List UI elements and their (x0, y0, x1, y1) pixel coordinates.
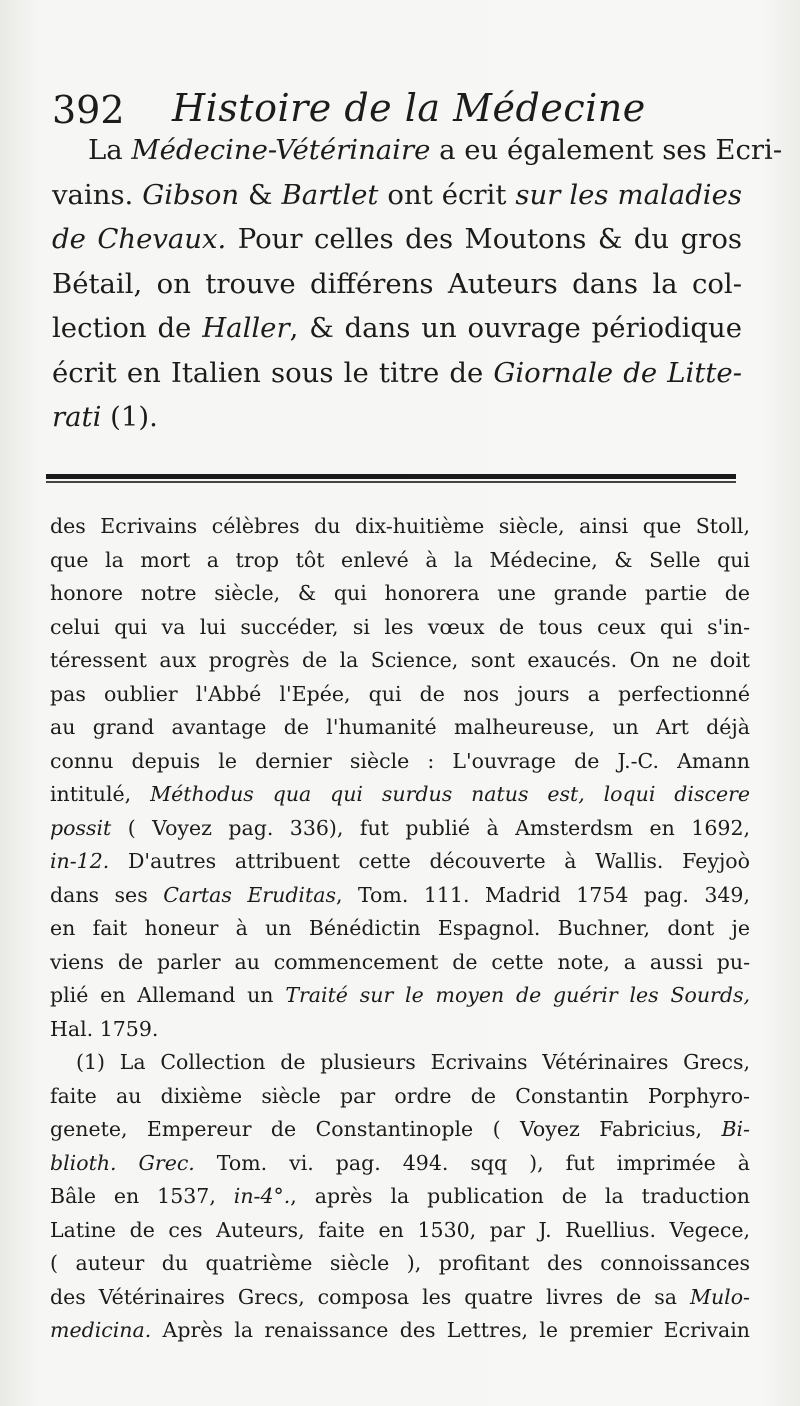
footnote-line (50, 1147, 750, 1181)
footnote-line (50, 1247, 750, 1281)
main-text-line (52, 128, 783, 173)
footnote-line (50, 577, 750, 611)
main-text-line (52, 306, 742, 351)
italic-run: in-12. (50, 849, 110, 873)
footnote-line (50, 644, 750, 678)
italic-run: possit (50, 815, 112, 840)
italic-run: Bi- (721, 1117, 750, 1141)
text-run: intitulé, (50, 782, 151, 806)
italic-run: blioth. Grec. (50, 1150, 195, 1175)
main-paragraph (52, 128, 783, 440)
italic-run: Mulo- (689, 1284, 750, 1309)
italic-run: Haller (202, 312, 290, 344)
page-header (52, 84, 752, 134)
footnote-line (50, 678, 750, 712)
text-run: plié en Allemand un (50, 983, 286, 1007)
footnote-line (50, 544, 750, 578)
footnote-line (50, 946, 750, 980)
text-run: viens de parler au commencement de cette note, a aussi pu- (50, 949, 750, 974)
text-run: que la mort a trop tôt enlevé à la Médecine, & Selle qui (50, 547, 750, 572)
text-run: au grand avantage de l'humanité malheureuse, un Art déjà (50, 715, 750, 739)
italic-run: Médecine-Vétérinaire (131, 134, 431, 166)
footnote-line (50, 1013, 750, 1047)
footnote-line (50, 812, 750, 846)
text-run: dans ses (50, 882, 164, 907)
footnote-line (50, 879, 750, 913)
footnote-line (50, 778, 750, 812)
italic-run: Giornale de Litte- (493, 356, 742, 389)
italic-run: Méthodus qua qui surdus natus est, loqui discere (150, 782, 751, 806)
text-run: en fait honeur à un Bénédictin Espagnol. Buchner, dont je (50, 916, 750, 940)
main-text-line (52, 262, 742, 307)
footnote-line (50, 745, 750, 779)
italic-run: medicina. (50, 1318, 152, 1342)
italic-run: de Chevaux. (52, 223, 227, 255)
text-run: des Ecrivains célèbres du dix-huitième siècle, ainsi que Stoll, (50, 514, 750, 538)
text-run: & (239, 178, 282, 211)
italic-run: Traité sur le moyen de guérir les Sourds, (285, 983, 750, 1007)
italic-run: Cartas Eruditas (163, 882, 336, 907)
text-run: Hal. 1759. (50, 1016, 159, 1041)
text-run: Tom. vi. pag. 494. sqq ), fut imprimée à (194, 1150, 750, 1175)
text-run: genete, Empereur de Constantinople ( Voyez Fabricius, (50, 1117, 722, 1141)
text-run: faite au dixième siècle par ordre de Constantin Porphyro- (50, 1083, 750, 1108)
italic-run: sur les maladies (515, 178, 742, 211)
text-run: , après la publication de la traduction (290, 1184, 751, 1208)
text-run: téressent aux progrès de la Science, sont exaucés. On ne doit (50, 648, 750, 672)
footnote-line (50, 1180, 750, 1214)
text-run: (1). (101, 401, 158, 433)
main-text-line (52, 395, 742, 440)
text-run: vains. (52, 178, 143, 211)
footnote-rule (46, 474, 736, 479)
italic-run: Gibson (142, 178, 240, 211)
text-run: celui qui va lui succéder, si les vœux de tous ceux qui s'in- (50, 614, 750, 639)
footnote-line (50, 510, 750, 544)
text-run: Latine de ces Auteurs, faite en 1530, par J. Ruellius. Vegece, (50, 1217, 750, 1242)
footnote-line (50, 1314, 750, 1348)
text-run: La (88, 134, 132, 166)
text-run: connu depuis le dernier siècle : L'ouvrage de J.-C. Amann (50, 748, 750, 773)
text-run: des Vétérinaires Grecs, composa les quatre livres de sa (50, 1284, 690, 1309)
footnote-line (50, 1281, 750, 1315)
footnote-line (50, 1113, 750, 1147)
text-run: ( Voyez pag. 336), fut publié à Amsterdsm en 1692, (111, 815, 750, 840)
italic-run: Bartlet (281, 178, 379, 211)
page-number: 392 (52, 88, 125, 132)
text-run: D'autres attribuent cette découverte à Wallis. Feyjoò (109, 849, 750, 873)
text-run: ( auteur du quatrième siècle ), profitant des connoissances (50, 1251, 750, 1275)
main-text-line (52, 351, 742, 396)
text-run: Pour celles des Moutons & du gros (226, 223, 742, 255)
footnote-line (50, 1046, 750, 1080)
text-run: Bétail, on trouve différens Auteurs dans la col- (52, 267, 742, 300)
footnote-line (50, 845, 750, 879)
footnote-line (50, 1214, 750, 1248)
text-run: , & dans un ouvrage périodique (289, 312, 742, 344)
footnote-line (50, 979, 750, 1013)
text-run: lection de (52, 312, 203, 344)
main-text-line (52, 173, 742, 218)
text-run: ont écrit (378, 178, 516, 211)
text-run: Bâle en 1537, (50, 1184, 234, 1208)
text-run: honore notre siècle, & qui honorera une grande partie de (50, 581, 750, 605)
italic-run: rati (52, 401, 102, 433)
footnote-line (50, 711, 750, 745)
text-run: , Tom. 111. Madrid 1754 pag. 349, (335, 882, 750, 907)
main-text-line (52, 217, 742, 262)
running-title: Histoire de la Médecine (172, 86, 646, 130)
footnote-line (50, 912, 750, 946)
text-run: Après la renaissance des Lettres, le premier Ecrivain (151, 1318, 750, 1342)
text-run: écrit en Italien sous le titre de (52, 356, 494, 389)
italic-run: in-4°. (233, 1184, 291, 1208)
footnote-line (50, 1080, 750, 1114)
text-run: a eu également ses Ecri- (430, 134, 783, 166)
footnotes (50, 510, 750, 1348)
text-run: (1) La Collection de plusieurs Ecrivains Vétérinaires Grecs, (76, 1050, 750, 1074)
text-run: pas oublier l'Abbé l'Epée, qui de nos jours a perfectionné (50, 681, 750, 706)
footnote-line (50, 611, 750, 645)
